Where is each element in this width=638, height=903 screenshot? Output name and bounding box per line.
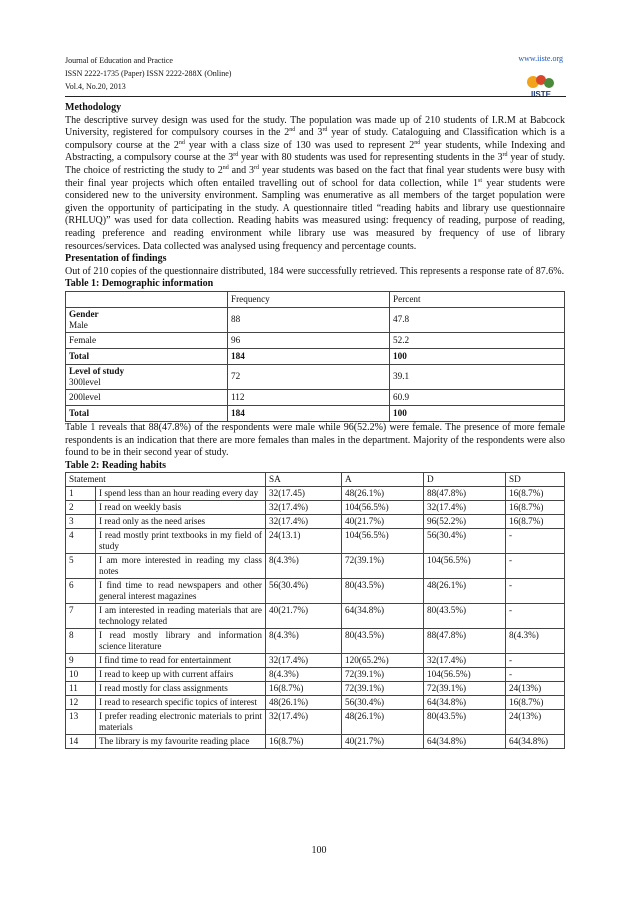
- statement-cell: I find time to read newspapers and other general interest magazines: [96, 579, 266, 604]
- table1-discussion: Table 1 reveals that 88(47.8%) of the respondents were male while 96(52.2%) were female. The presence of more female respondents is an indication that there are more females than males in the department. Majority of the respondents were also found to be in their second year of study.: [65, 421, 565, 459]
- a-cell: 40(21.7%): [342, 515, 424, 529]
- sd-cell: 24(13%): [506, 710, 565, 735]
- journal-url-link[interactable]: www.iiste.org: [518, 54, 563, 63]
- reading-habits-table: [65, 472, 565, 749]
- header-statement: Statement: [66, 473, 266, 487]
- sd-cell: 16(8.7%): [506, 696, 565, 710]
- sa-cell: 8(4.3%): [266, 554, 342, 579]
- sa-cell: 8(4.3%): [266, 629, 342, 654]
- d-cell: 80(43.5%): [424, 710, 506, 735]
- table2-caption: Table 2: Reading habits: [65, 459, 167, 471]
- journal-issn: ISSN 2222-1735 (Paper) ISSN 2222-288X (Online): [65, 69, 232, 78]
- table-row: [66, 604, 565, 629]
- d-cell: 32(17.4%): [424, 654, 506, 668]
- sa-cell: 32(17.4%): [266, 515, 342, 529]
- statement-cell: I read on weekly basis: [96, 501, 266, 515]
- a-cell: 120(65.2%): [342, 654, 424, 668]
- row-number: 6: [66, 579, 96, 604]
- header-sd: SD: [506, 473, 565, 487]
- a-cell: 56(30.4%): [342, 696, 424, 710]
- d-cell: 72(39.1%): [424, 682, 506, 696]
- sd-cell: 16(8.7%): [506, 515, 565, 529]
- d-cell: 48(26.1%): [424, 579, 506, 604]
- methodology-heading: Methodology: [65, 102, 122, 113]
- statement-cell: I am interested in reading materials that are technology related: [96, 604, 266, 629]
- methodology-paragraph: The descriptive survey design was used for the study. The population was made up of 210 students of I.R.M at Babcock University, registered for compulsory courses in the 2nd and 3rd year of study. Cataloguing and Classification which is a compulsory course at the 2nd year with a class size of 130 was used to represent 2nd year students, while Indexing and Abstracting, a compulsory course at the 3rd year with 80 students was used for representing students in the 3rd year of study. The choice of restricting the study to 2nd and 3rd year students was based on the fact that final year students were busy with their final year projects which often entailed travelling out of school for data collection, while 1st year students were considered new to the university environment. Sampling was enumerative as all members of the target population were given the opportunity of participating in the study. A questionnaire titled “reading habits and library use questionnaire (RHLUQ)” was used for data collection. Reading habits was measured using: frequency of reading, purpose of reading, reading preference and reading environment while library use was measured by frequency of use of library resources/services. Data collected was analysed using frequency and percentage counts.: [65, 114, 566, 252]
- sa-cell: 32(17.4%): [266, 710, 342, 735]
- a-cell: 104(56.5%): [342, 501, 424, 515]
- table-row: Total 184 100: [66, 405, 565, 421]
- d-cell: 96(52.2%): [424, 515, 506, 529]
- a-cell: 80(43.5%): [342, 579, 424, 604]
- table-row: [66, 515, 565, 529]
- sa-cell: 16(8.7%): [266, 735, 342, 749]
- page-content: [65, 102, 565, 749]
- sd-cell: -: [506, 668, 565, 682]
- a-cell: 72(39.1%): [342, 668, 424, 682]
- row-number: 12: [66, 696, 96, 710]
- header-a: A: [342, 473, 424, 487]
- findings-heading: Presentation of findings: [65, 253, 167, 265]
- a-cell: 72(39.1%): [342, 554, 424, 579]
- journal-volume: Vol.4, No.20, 2013: [65, 82, 126, 91]
- table-row: [66, 696, 565, 710]
- sa-cell: 48(26.1%): [266, 696, 342, 710]
- table-row: [66, 710, 565, 735]
- sd-cell: 24(13%): [506, 682, 565, 696]
- table-row: Total 184 100: [66, 348, 565, 364]
- table-header-row: [66, 473, 565, 487]
- statement-cell: I read only as the need arises: [96, 515, 266, 529]
- table-row: [66, 682, 565, 696]
- header-d: D: [424, 473, 506, 487]
- reading-habits-body: [66, 487, 565, 749]
- d-cell: 32(17.4%): [424, 501, 506, 515]
- a-cell: 40(21.7%): [342, 735, 424, 749]
- a-cell: 104(56.5%): [342, 529, 424, 554]
- sa-cell: 40(21.7%): [266, 604, 342, 629]
- table-row: Female 96 52.2: [66, 332, 565, 348]
- table-row: [66, 554, 565, 579]
- a-cell: 72(39.1%): [342, 682, 424, 696]
- table-row: [66, 629, 565, 654]
- row-number: 11: [66, 682, 96, 696]
- sd-cell: 8(4.3%): [506, 629, 565, 654]
- sd-cell: -: [506, 579, 565, 604]
- row-number: 14: [66, 735, 96, 749]
- statement-cell: I read to research specific topics of interest: [96, 696, 266, 710]
- sd-cell: 64(34.8%): [506, 735, 565, 749]
- sd-cell: 16(8.7%): [506, 501, 565, 515]
- col-percent: Percent: [390, 291, 565, 307]
- statement-cell: I prefer reading electronic materials to print materials: [96, 710, 266, 735]
- sa-cell: 24(13.1): [266, 529, 342, 554]
- header-rule: [65, 96, 566, 97]
- d-cell: 88(47.8%): [424, 487, 506, 501]
- d-cell: 104(56.5%): [424, 554, 506, 579]
- gender-label: Gender: [69, 308, 99, 319]
- journal-title: Journal of Education and Practice: [65, 56, 173, 65]
- table-row: [66, 668, 565, 682]
- d-cell: 88(47.8%): [424, 629, 506, 654]
- table-row: [66, 735, 565, 749]
- statement-cell: I spend less than an hour reading every day: [96, 487, 266, 501]
- row-number: 4: [66, 529, 96, 554]
- sa-cell: 56(30.4%): [266, 579, 342, 604]
- table-row: Gender Male 88 47.8: [66, 307, 565, 332]
- logo-text: IISTE: [530, 90, 552, 99]
- a-cell: 48(26.1%): [342, 487, 424, 501]
- sd-cell: -: [506, 604, 565, 629]
- row-number: 5: [66, 554, 96, 579]
- a-cell: 64(34.8%): [342, 604, 424, 629]
- statement-cell: I read mostly library and information science literature: [96, 629, 266, 654]
- d-cell: 64(34.8%): [424, 735, 506, 749]
- table-row: [66, 654, 565, 668]
- sa-cell: 32(17.4%): [266, 654, 342, 668]
- table-row: [66, 529, 565, 554]
- row-number: 7: [66, 604, 96, 629]
- sd-cell: -: [506, 654, 565, 668]
- d-cell: 64(34.8%): [424, 696, 506, 710]
- table-row: [66, 501, 565, 515]
- level-label: Level of study: [69, 365, 125, 376]
- a-cell: 48(26.1%): [342, 710, 424, 735]
- table-row: [66, 291, 565, 307]
- sa-cell: 16(8.7%): [266, 682, 342, 696]
- header-sa: SA: [266, 473, 342, 487]
- row-number: 3: [66, 515, 96, 529]
- row-number: 10: [66, 668, 96, 682]
- sd-cell: -: [506, 529, 565, 554]
- statement-cell: I read to keep up with current affairs: [96, 668, 266, 682]
- sd-cell: 16(8.7%): [506, 487, 565, 501]
- row-number: 1: [66, 487, 96, 501]
- table-row: [66, 579, 565, 604]
- demographic-table: [65, 291, 565, 422]
- row-number: 13: [66, 710, 96, 735]
- male-label: Male: [69, 319, 88, 330]
- statement-cell: The library is my favourite reading place: [96, 735, 266, 749]
- sa-cell: 32(17.45): [266, 487, 342, 501]
- d-cell: 56(30.4%): [424, 529, 506, 554]
- journal-header: [65, 54, 231, 93]
- sa-cell: 32(17.4%): [266, 501, 342, 515]
- page-number: 100: [311, 845, 327, 856]
- sa-cell: 8(4.3%): [266, 668, 342, 682]
- a-cell: 80(43.5%): [342, 629, 424, 654]
- table-row: Level of study 300level 72 39.1: [66, 364, 565, 389]
- row-number: 9: [66, 654, 96, 668]
- sd-cell: -: [506, 554, 565, 579]
- d-cell: 80(43.5%): [424, 604, 506, 629]
- row-number: 8: [66, 629, 96, 654]
- table-row: 200level 112 60.9: [66, 389, 565, 405]
- statement-cell: I find time to read for entertainment: [96, 654, 266, 668]
- col-frequency: Frequency: [228, 291, 390, 307]
- statement-cell: I read mostly for class assignments: [96, 682, 266, 696]
- d-cell: 104(56.5%): [424, 668, 506, 682]
- statement-cell: I am more interested in reading my class notes: [96, 554, 266, 579]
- findings-paragraph: Out of 210 copies of the questionnaire distributed, 184 were successfully retrieved. This represents a response rate of 87.6%.: [65, 265, 565, 277]
- row-number: 2: [66, 501, 96, 515]
- table-row: [66, 487, 565, 501]
- statement-cell: I read mostly print textbooks in my field of study: [96, 529, 266, 554]
- table1-caption: Table 1: Demographic information: [65, 278, 214, 290]
